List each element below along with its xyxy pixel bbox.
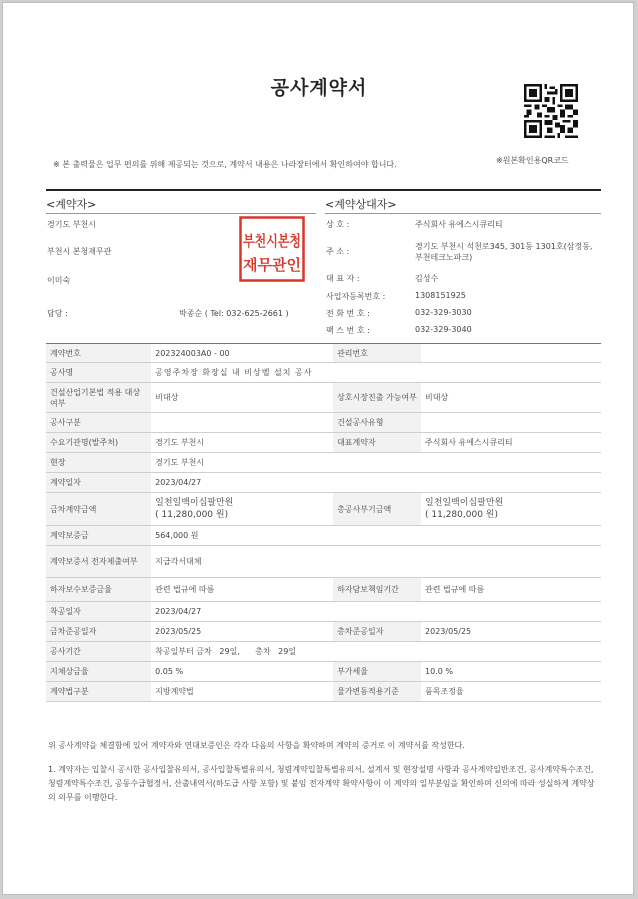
table-row [46,526,601,546]
counterparty-heading: <계약상대자> [325,198,397,211]
table-row [46,344,601,363]
table-row [46,363,601,383]
method-value: 지방계약법 [151,682,333,702]
table-row [46,622,601,642]
contract-page [2,2,634,895]
table-row [46,662,601,682]
contract-date-label: 계약일자 [46,473,151,493]
table-row [46,642,601,662]
seal-text-row-2: 재무관인 [243,256,301,274]
cp-label-address: 주 소 : [326,247,350,256]
finish-total-label: 총차준공일자 [333,622,421,642]
contractor-line-1: 경기도 부천시 [47,220,96,229]
seal-text-row-1: 부천시본청 [242,232,301,250]
amount-total-value [421,493,601,526]
person-label: 담당 : [47,309,68,318]
defect-bond-label: 하자보수보증금율 [46,578,151,602]
finish-this-value: 2023/05/25 [151,622,333,642]
table-row [46,578,601,602]
table-row [46,682,601,702]
vat-label: 부가세율 [333,662,421,682]
site-value: 경기도 부천시 [151,453,601,473]
qr-code-icon [524,84,578,138]
official-seal-icon [239,216,305,282]
amount-total-korean: 일천일백이십팔만원 [425,498,504,508]
industry-law-label: 건설산업기본법 적용 대상 여부 [46,383,151,413]
guarantee-submit-value: 지급각서대체 [151,546,601,578]
penalty-label: 지체상금율 [46,662,151,682]
table-row [46,493,601,526]
work-type-value [151,413,333,433]
cp-value-fax: 032-329-3040 [415,325,472,334]
industry-law-value: 비대상 [151,383,333,413]
guarantee-value: 564,000 원 [151,526,601,546]
contract-no-label: 계약번호 [46,344,151,363]
amount-this-korean: 일천일백이십팔만원 [155,498,234,508]
document-title: 공사계약서 [270,77,368,99]
table-row [46,383,601,413]
cp-label-name: 상 호 : [326,220,350,229]
contractor-heading-rule [46,213,316,214]
work-type-label: 공사구분 [46,413,151,433]
amount-total-label: 총공사부기금액 [333,493,421,526]
subcontract-value: 비대상 [421,383,601,413]
amount-total-number: ( 11,280,000 원) [425,510,498,520]
confirmation-paragraph: 위 공사계약을 체결함에 있어 계약자와 연대보증인은 각각 다음의 사항을 확약하며 계약의 증거로 이 계약서를 작성한다. [48,741,465,750]
cp-value-bizno: 1308151925 [415,291,466,300]
table-row [46,602,601,622]
client-value: 경기도 부천시 [151,433,333,453]
qr-label: ※원본확인용QR코드 [496,156,569,165]
cp-label-phone: 전 화 번 호 : [326,309,370,318]
start-date-value: 2023/04/27 [151,602,601,622]
notice-text: ※ 본 출력물은 업무 편의를 위해 제공되는 것으로, 계약서 내용은 나라장터에서 확인하여야 합니다. [53,160,397,169]
person-value: 박종순 ( Tel: 032-625-2661 ) [179,309,289,318]
amount-this-value [151,493,333,526]
representative-value: 주식회사 유에스시큐리티 [421,433,601,453]
terms-paragraph: 1. 계약자는 입찰시 공시한 공사입찰유의서, 공사입찰특별유의서, 청렴계약입찰특별유의서, 설계서 및 현장설명 사항과 공사계약일반조건, 공사계약특수조건, 청렴계약특수조건, 공동수급협정서, 산출내역서(하도급 사항 포함) 및 붙임 전자계약 확약사항이 이 계약의 일부분임을 확인하며 신의에 따라 성실하게 계약상의 의무를 이행한다. [48,765,595,802]
guarantee-label: 계약보증금 [46,526,151,546]
amount-this-label: 금차계약금액 [46,493,151,526]
table-row [46,433,601,453]
cp-label-bizno: 사업자등록번호 : [326,292,386,301]
amount-this-number: ( 11,280,000 원) [155,510,229,520]
mgmt-no-value [421,344,601,363]
contractor-line-3: 이미숙 [47,276,71,285]
period-label: 공사기간 [46,642,151,662]
site-label: 현장 [46,453,151,473]
project-label: 공사명 [46,363,151,383]
contract-no-value: 202324003A0 - 00 [151,344,333,363]
cp-value-phone: 032-329-3030 [415,308,472,317]
top-divider [46,189,601,191]
penalty-value: 0.05 % [151,662,333,682]
representative-label: 대표계약자 [333,433,421,453]
subcontract-label: 상호시장진출 가능여부 [333,383,421,413]
contractor-heading: <계약자> [46,198,97,211]
contract-table [46,343,601,702]
table-row [46,453,601,473]
contractor-line-2: 부천시 본청재무관 [47,247,112,256]
method-label: 계약법구분 [46,682,151,702]
contract-date-value: 2023/04/27 [151,473,601,493]
cp-label-fax: 팩 스 번 호 : [326,326,370,335]
defect-period-value: 관련 법규에 따름 [421,578,601,602]
cp-value-name: 주식회사 유에스시큐리티 [415,220,503,229]
cp-value-address: 경기도 부천시 석천로345, 301동 1301호(삼정동, 부천테크노파크) [415,242,593,262]
counterparty-heading-rule [325,213,601,214]
table-row [46,473,601,493]
table-row [46,546,601,578]
const-type-value [421,413,601,433]
guarantee-submit-label: 계약보증서 전자제출여부 [46,546,151,578]
cp-value-ceo: 김성수 [415,274,439,283]
mgmt-no-label: 관리번호 [333,344,421,363]
price-adj-value: 품목조정율 [421,682,601,702]
cp-label-ceo: 대 표 자 : [326,274,360,283]
client-label: 수요기관명(발주처) [46,433,151,453]
finish-this-label: 금차준공일자 [46,622,151,642]
const-type-label: 건설공사유형 [333,413,421,433]
table-row [46,413,601,433]
period-value: 착공일부터 금차 29일, 총차 29일 [151,642,601,662]
vat-value: 10.0 % [421,662,601,682]
start-date-label: 착공일자 [46,602,151,622]
defect-bond-value: 관련 법규에 따름 [151,578,333,602]
defect-period-label: 하자담보책임기간 [333,578,421,602]
finish-total-value: 2023/05/25 [421,622,601,642]
price-adj-label: 물가변동적용기준 [333,682,421,702]
project-value: 공영주차장 화장실 내 비상벨 설치 공사 [151,363,601,383]
